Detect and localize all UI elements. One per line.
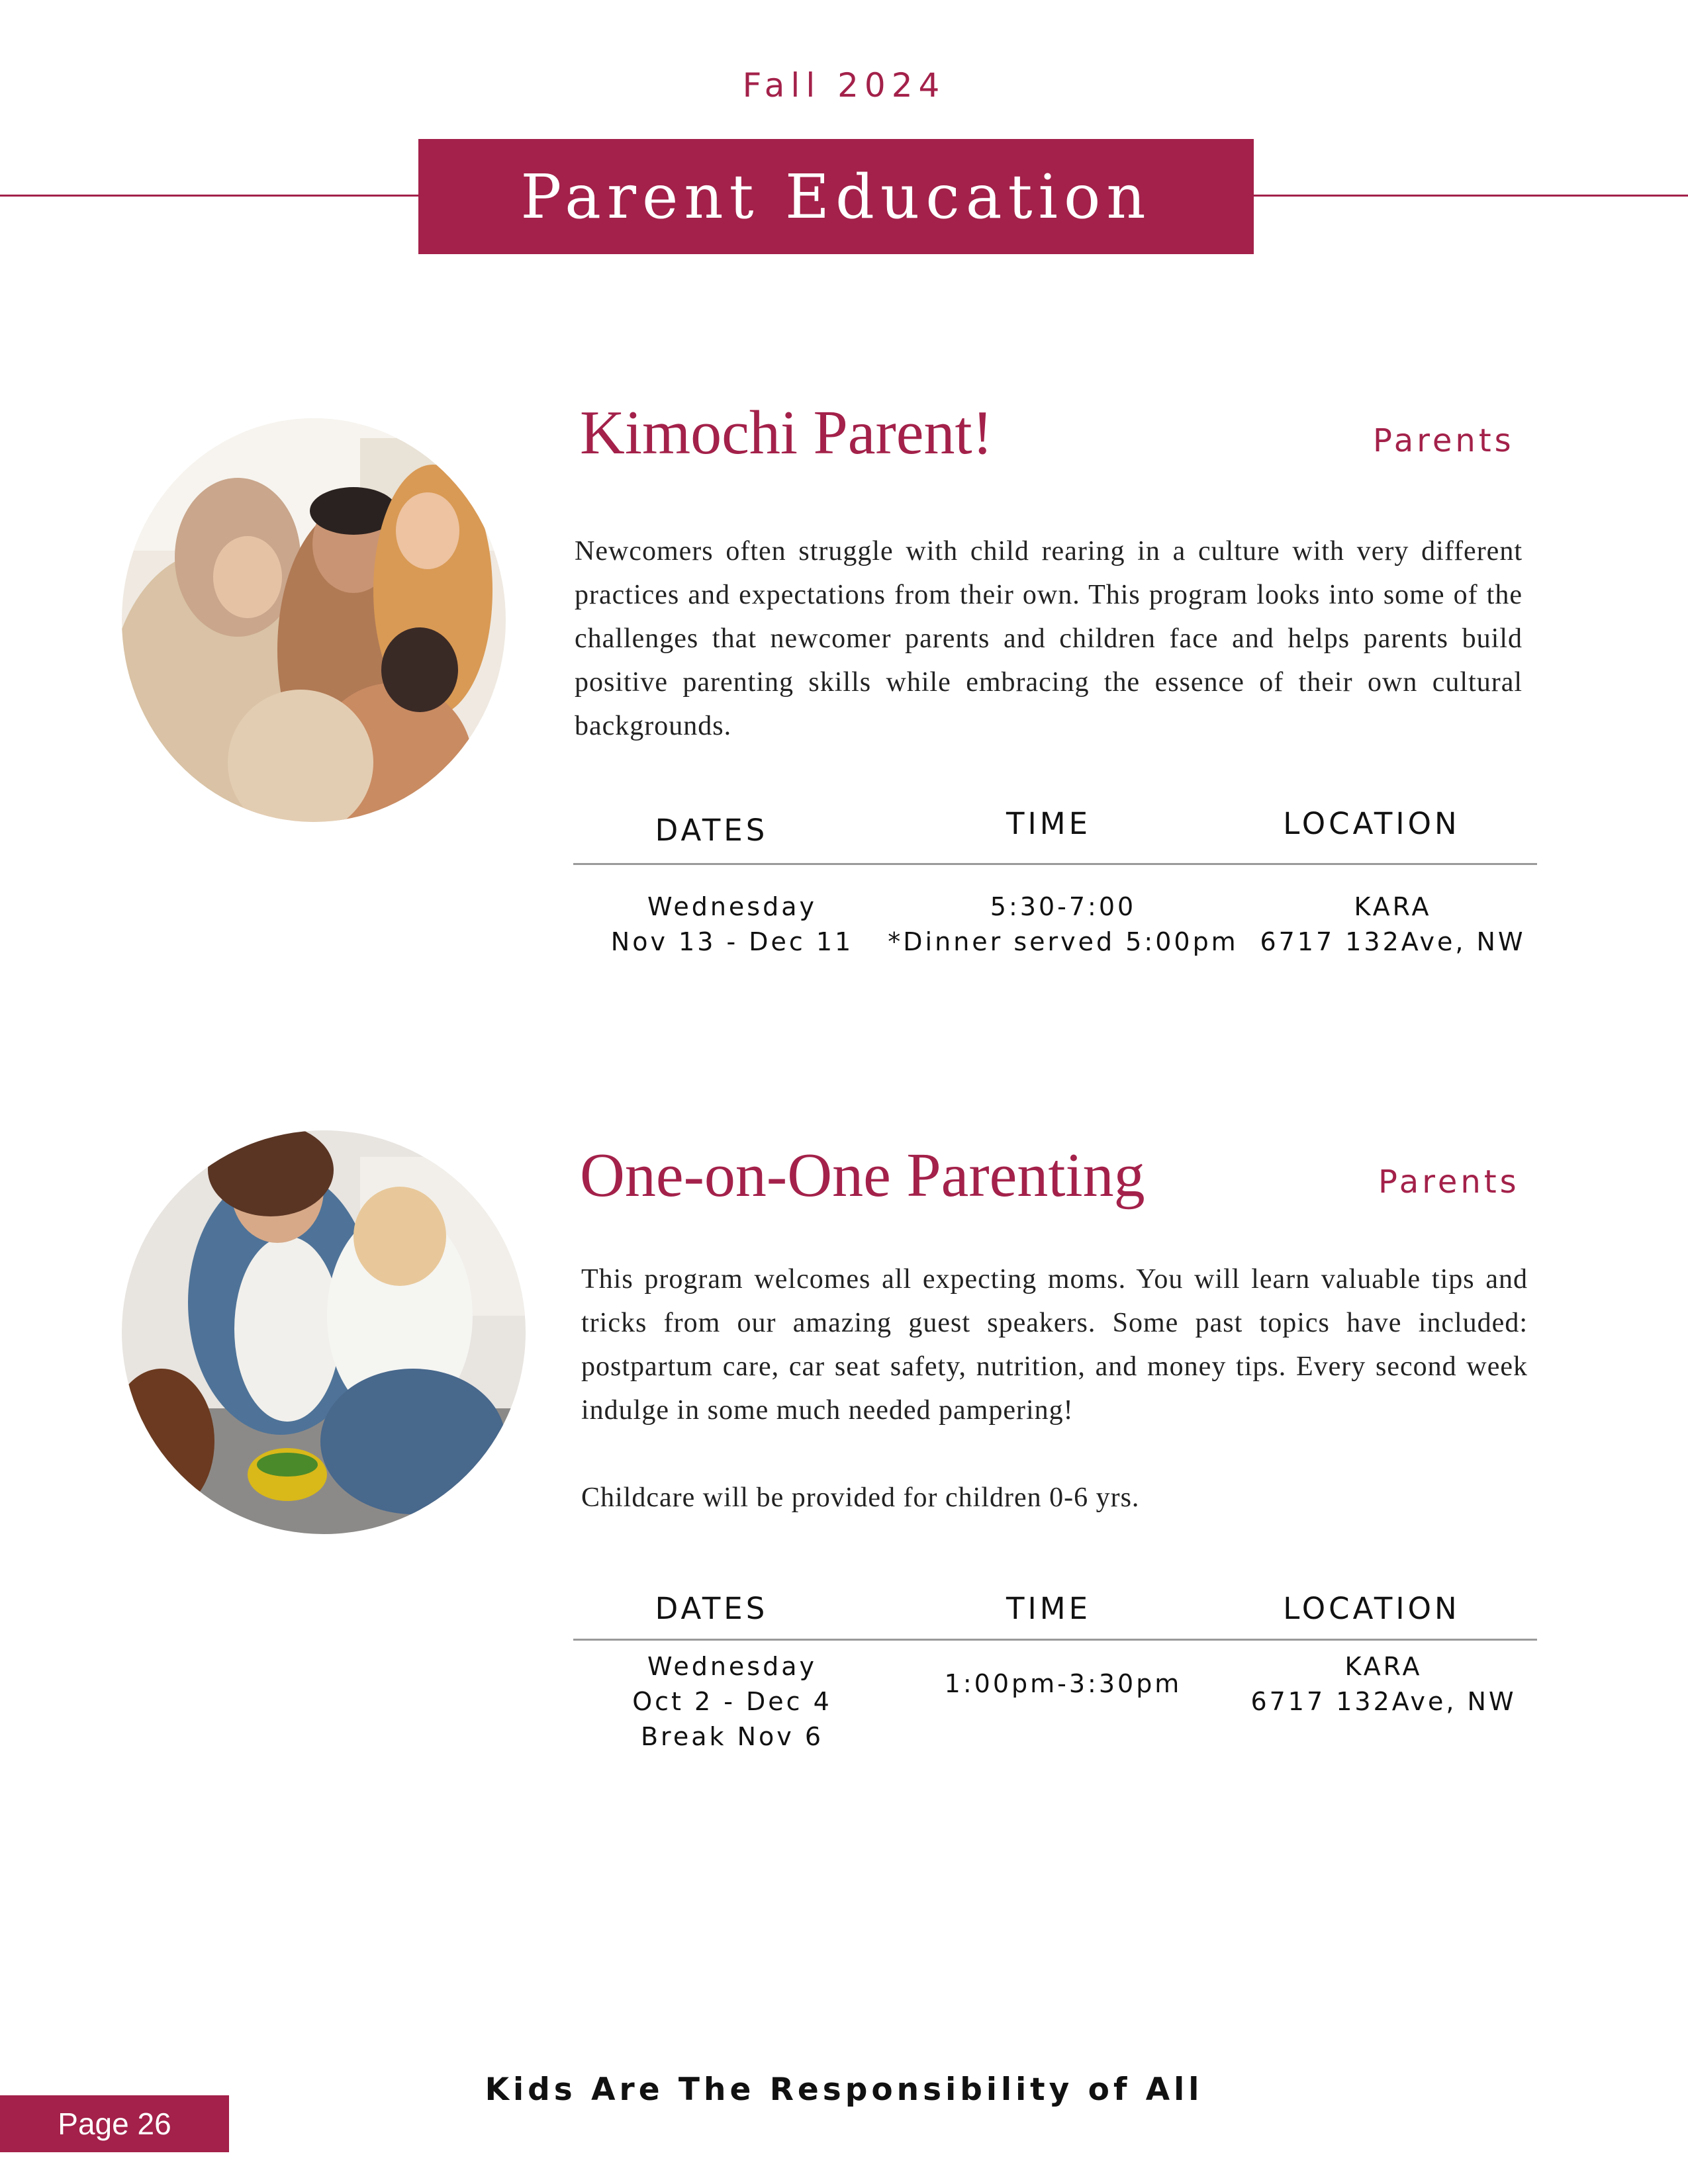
schedule-table xyxy=(573,1572,1537,1771)
page-number: Page 26 xyxy=(58,2107,171,2141)
header-rule-left xyxy=(0,195,424,197)
time-line: 1:00pm-3:30pm xyxy=(944,1669,1182,1698)
header-rule-right xyxy=(1251,195,1688,197)
program-title: Kimochi Parent! xyxy=(580,398,993,467)
program-description xyxy=(581,1257,1528,1520)
location-header: LOCATION xyxy=(1283,1591,1460,1626)
dates-line: Wednesday xyxy=(647,892,817,921)
schedule-table xyxy=(573,794,1537,966)
dates-cell xyxy=(573,1649,891,1754)
dates-cell xyxy=(573,889,891,960)
time-header: TIME xyxy=(1006,1591,1092,1626)
program-description xyxy=(575,529,1523,748)
table-divider xyxy=(573,1639,1537,1641)
location-cell xyxy=(1235,889,1550,960)
section-title: Parent Education xyxy=(520,161,1152,232)
time-cell xyxy=(865,889,1262,960)
season-label: Fall 2024 xyxy=(742,66,946,105)
childcare-note: Childcare will be provided for children 0-6 yrs. xyxy=(581,1482,1140,1513)
location-cell xyxy=(1226,1649,1541,1719)
time-line: *Dinner served 5:00pm xyxy=(888,927,1239,956)
dates-line: Wednesday xyxy=(647,1652,817,1681)
footer-tagline: Kids Are The Responsibility of All xyxy=(485,2071,1203,2108)
location-line: KARA xyxy=(1354,892,1432,921)
table-divider xyxy=(573,863,1537,865)
dates-line: Nov 13 - Dec 11 xyxy=(610,927,854,956)
dates-line: Oct 2 - Dec 4 xyxy=(632,1687,832,1716)
time-header: TIME xyxy=(1006,806,1092,841)
dates-line: Break Nov 6 xyxy=(640,1722,824,1751)
location-line: KARA xyxy=(1344,1652,1423,1681)
location-line: 6717 132Ave, NW xyxy=(1250,1687,1517,1716)
audience-label: Parents xyxy=(1378,1163,1520,1201)
dates-header: DATES xyxy=(655,1591,769,1626)
audience-label: Parents xyxy=(1373,422,1515,459)
program-title: One-on-One Parenting xyxy=(580,1141,1145,1210)
page-number-badge xyxy=(0,2095,229,2152)
location-line: 6717 132Ave, NW xyxy=(1260,927,1526,956)
mother-child-photo xyxy=(122,1130,526,1534)
section-banner xyxy=(418,139,1254,254)
description-paragraph: Newcomers often struggle with child rearing in a culture with very different practices and expectations from their own. This program looks into some of the challenges that newcomer parents and children face and helps parents build positive parenting skills while embracing the essence of their own cultural backgrounds. xyxy=(575,536,1523,741)
family-photo xyxy=(122,418,506,822)
location-header: LOCATION xyxy=(1283,806,1460,841)
description-paragraph: This program welcomes all expecting moms. You will learn valuable tips and tricks from our amazing guest speakers. Some past topics have included: postpartum care, car seat safety, nutrition, and money tips. Every second week indulge in some much needed pampering! xyxy=(581,1264,1528,1426)
time-cell xyxy=(865,1666,1262,1702)
time-line: 5:30-7:00 xyxy=(990,892,1137,921)
dates-header: DATES xyxy=(655,813,769,848)
